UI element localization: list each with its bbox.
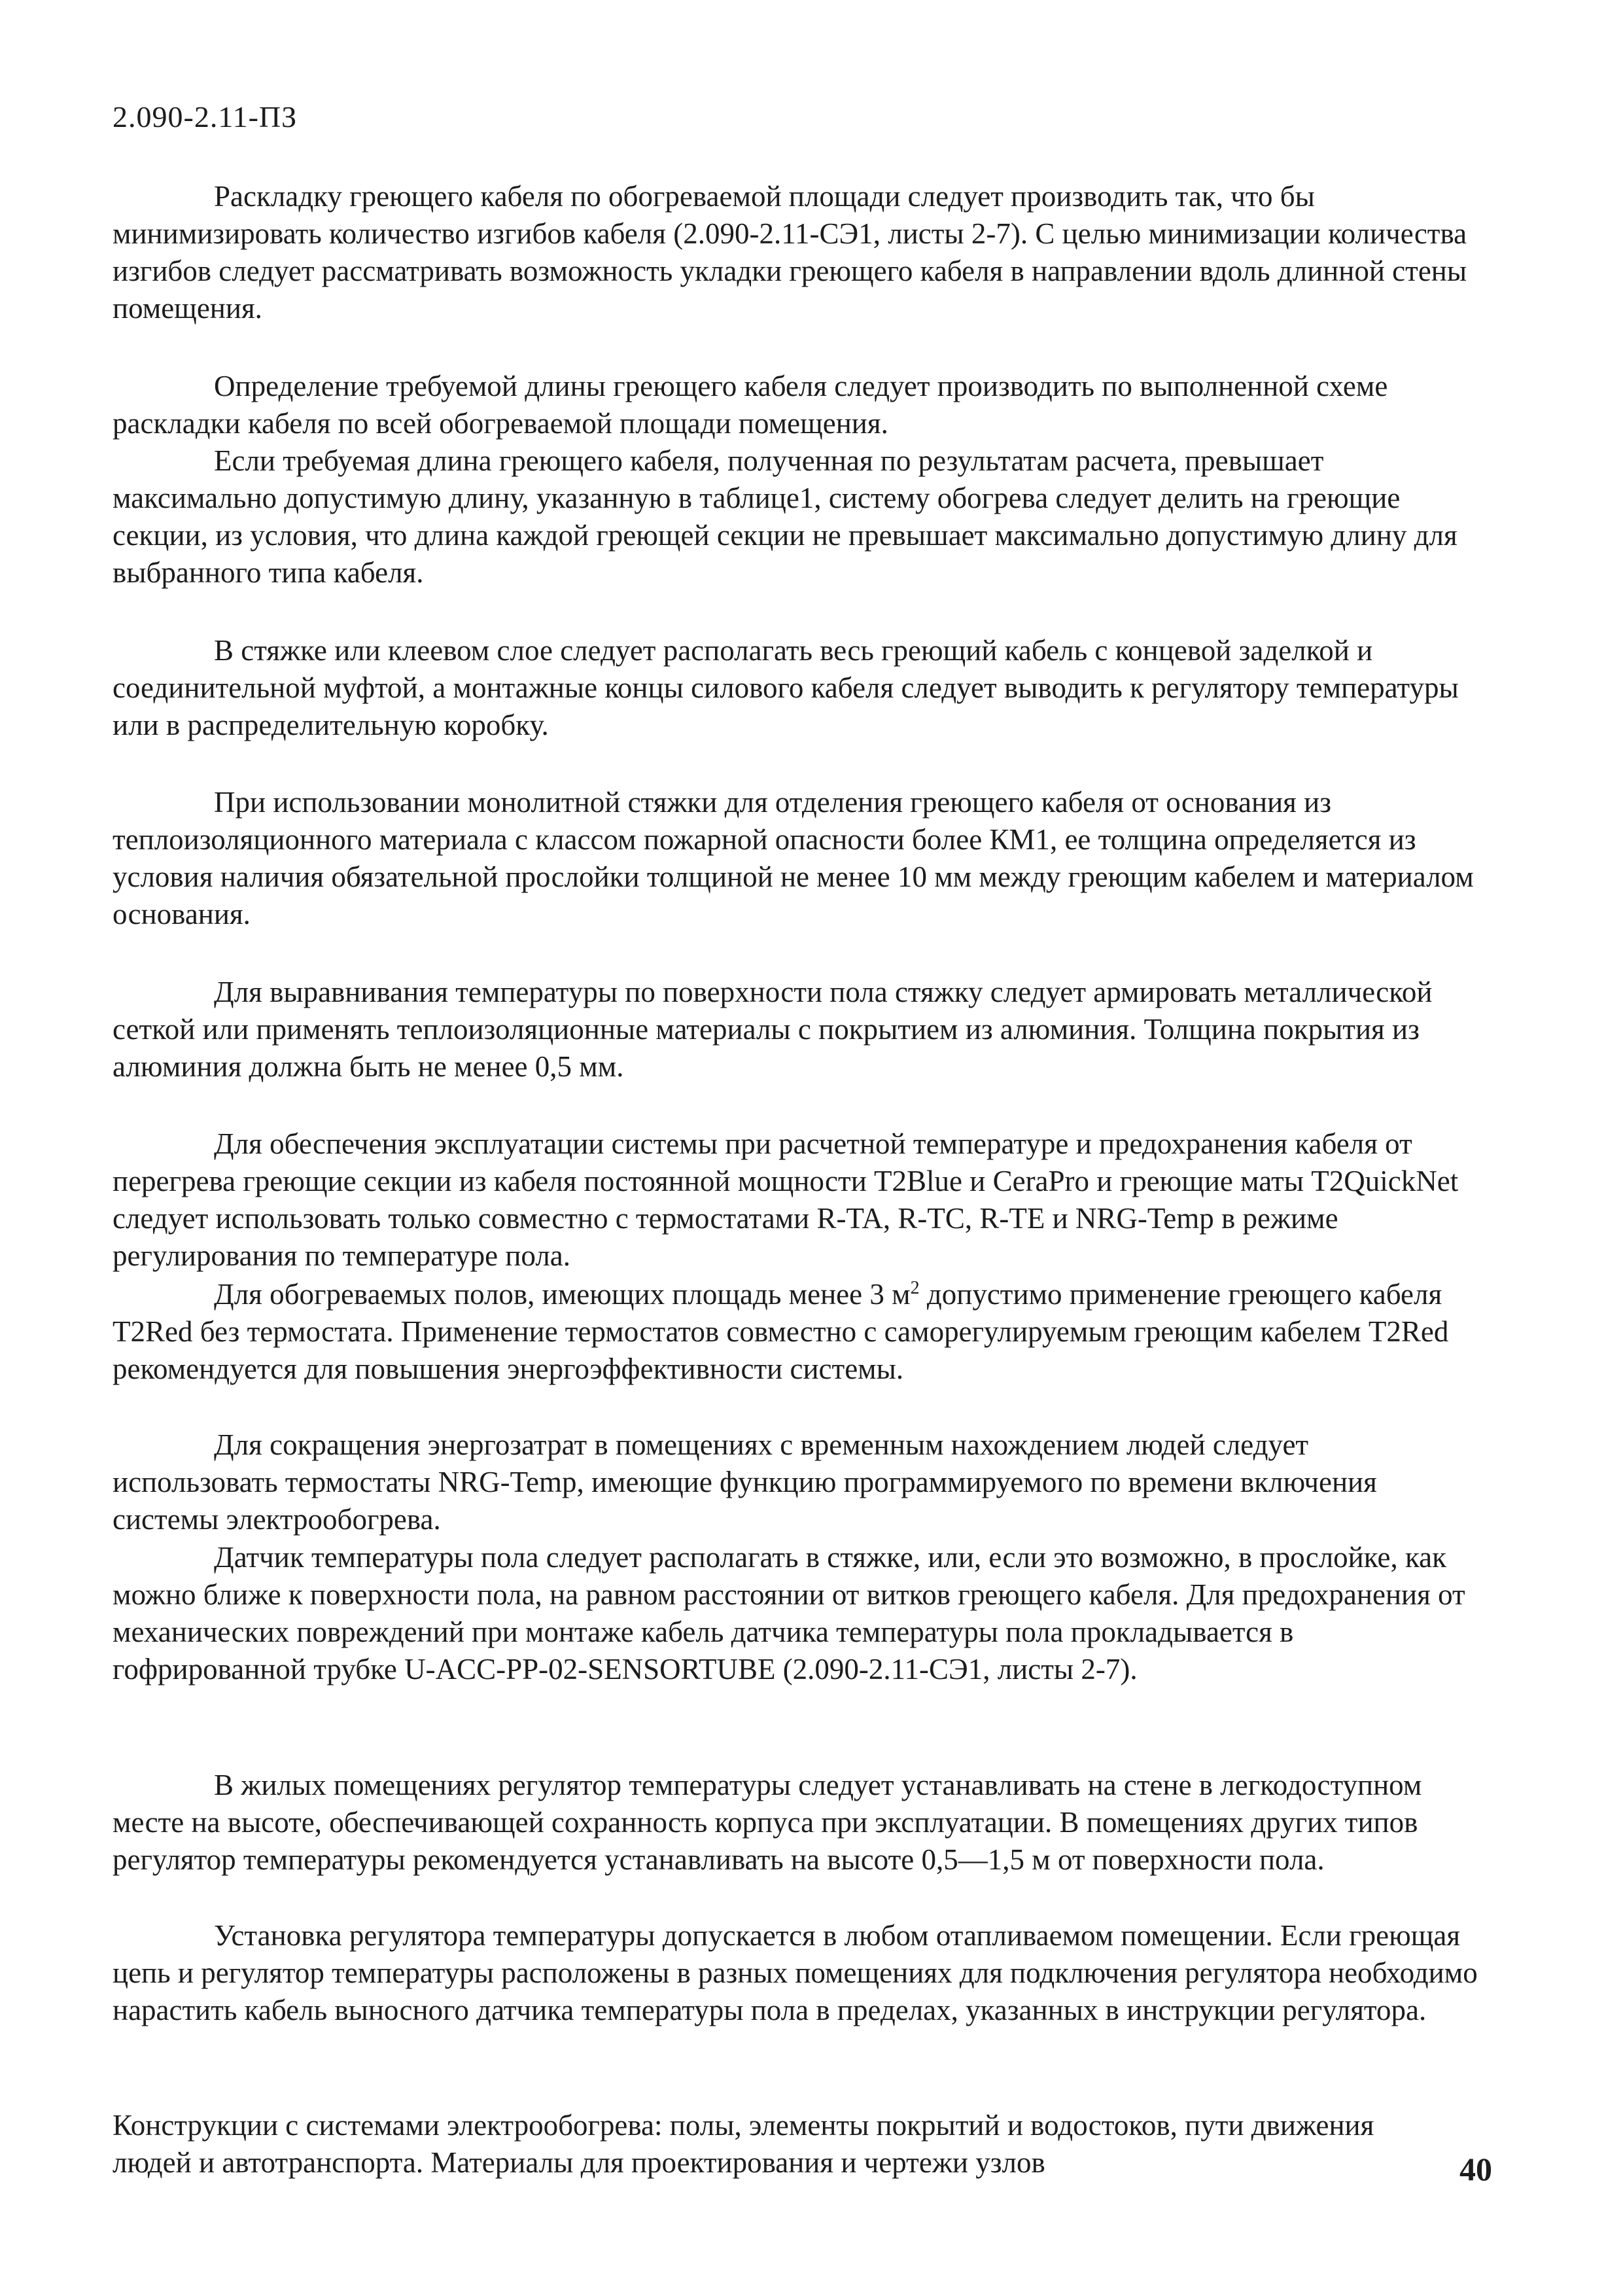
paragraph-heating-sections: Если требуемая длина греющего кабеля, полученная по результатам расчета, превышает максимально допустимую длину, указанную в таблице1, систему обогрева следует делить на греющие секции, из условия, что длина каждой греющей секции не превышает максимально допустимую длину для выбранного типа кабеля. [113, 444, 1457, 589]
paragraph-floor-sensor: Датчик температуры пола следует располагать в стяжке, или, если это возможно, в прослойке, как можно ближе к поверхности пола, на равном расстоянии от витков греющего кабеля. Для предохранения от механических повреждений при монтаже кабель датчика температуры пола прокладывается в гофрированной трубке U-ACC-PP-02-SENSORTUBE (2.090-2.11-СЭ1, листы 2-7). [113, 1541, 1465, 1686]
square-meter-superscript: 2 [910, 1278, 920, 1298]
paragraph-cable-length: Определение требуемой длины греющего кабеля следует производить по выполненной схеме раскладки кабеля по всей обогреваемой площади помещения. [113, 370, 1388, 440]
footer-description: Конструкции с системами электрообогрева: полы, элементы покрытий и водостоков, пути движения людей и автотранспорта. Материалы для проектирования и чертежи узлов [113, 2109, 1374, 2179]
document-code: 2.090-2.11-ПЗ [113, 100, 298, 133]
paragraph-screed-placement: В стяжке или клеевом слое следует располагать весь греющий кабель с концевой заделкой и соединительной муфтой, а монтажные концы силового кабеля следует выводить к регулятору температуры или в распределительную коробку. [113, 634, 1459, 741]
paragraph-energy-saving: Для сокращения энергозатрат в помещениях с временным нахождением людей следует использовать термостаты NRG-Temp, имеющие функцию программируемого по времени включения системы электрообогрева. [113, 1428, 1377, 1536]
paragraph-temperature-leveling: Для выравнивания температуры по поверхности пола стяжку следует армировать металлической сеткой или применять теплоизоляционные материалы с покрытием из алюминия. Толщина покрытия из алюминия должна быть не менее 0,5 мм. [113, 976, 1433, 1083]
paragraph-cable-layout: Раскладку греющего кабеля по обогреваемой площади следует производить так, что бы минимизировать количество изгибов кабеля (2.090-2.11-СЭ1, листы 2-7). С целью минимизации количества изгибов следует рассматривать возможность укладки греющего кабеля в направлении вдоль длинной стены помещения. [113, 180, 1467, 325]
paragraph-regulator-location: Установка регулятора температуры допускается в любом отапливаемом помещении. Если греющая цепь и регулятор температуры расположены в разных помещениях для подключения регулятора необходимо нарастить кабель выносного датчика температуры пола в пределах, указанных в инструкции регулятора. [113, 1919, 1478, 2026]
page-number: 40 [1459, 2151, 1492, 2187]
small-floors-text-start: Для обогреваемых полов, имеющих площадь менее 3 м [214, 1278, 911, 1311]
paragraph-monolithic-screed: При использовании монолитной стяжки для отделения греющего кабеля от основания из теплоизоляционного материала с классом пожарной опасности более КМ1, ее толщина определяется из условия наличия обязательной прослойки толщиной не менее 10 мм между греющим кабелем и материалом основания. [113, 786, 1474, 930]
paragraph-small-floors [113, 1276, 1480, 1388]
paragraph-thermostat-usage: Для обеспечения эксплуатации системы при расчетной температуре и предохранения кабеля от перегрева греющие секции из кабеля постоянной мощности T2Blue и CeraPro и греющие маты T2QuickNet следует использовать только совместно с термостатами R-TA, R-TC, R-TE и NRG-Temp в режиме регулирования по температуре пола. [113, 1127, 1459, 1272]
small-floors-text-end: допустимо применение греющего кабеля T2Red без термостата. Применение термостатов совместно с саморегулируемым греющим кабелем T2Red рекомендуется для повышения энергоэффективности системы. [113, 1278, 1449, 1385]
paragraph-regulator-mounting: В жилых помещениях регулятор температуры следует устанавливать на стене в легкодоступном месте на высоте, обеспечивающей сохранность корпуса при эксплуатации. В помещениях других типов регулятор температуры рекомендуется устанавливать на высоте 0,5—1,5 м от поверхности пола. [113, 1769, 1422, 1876]
